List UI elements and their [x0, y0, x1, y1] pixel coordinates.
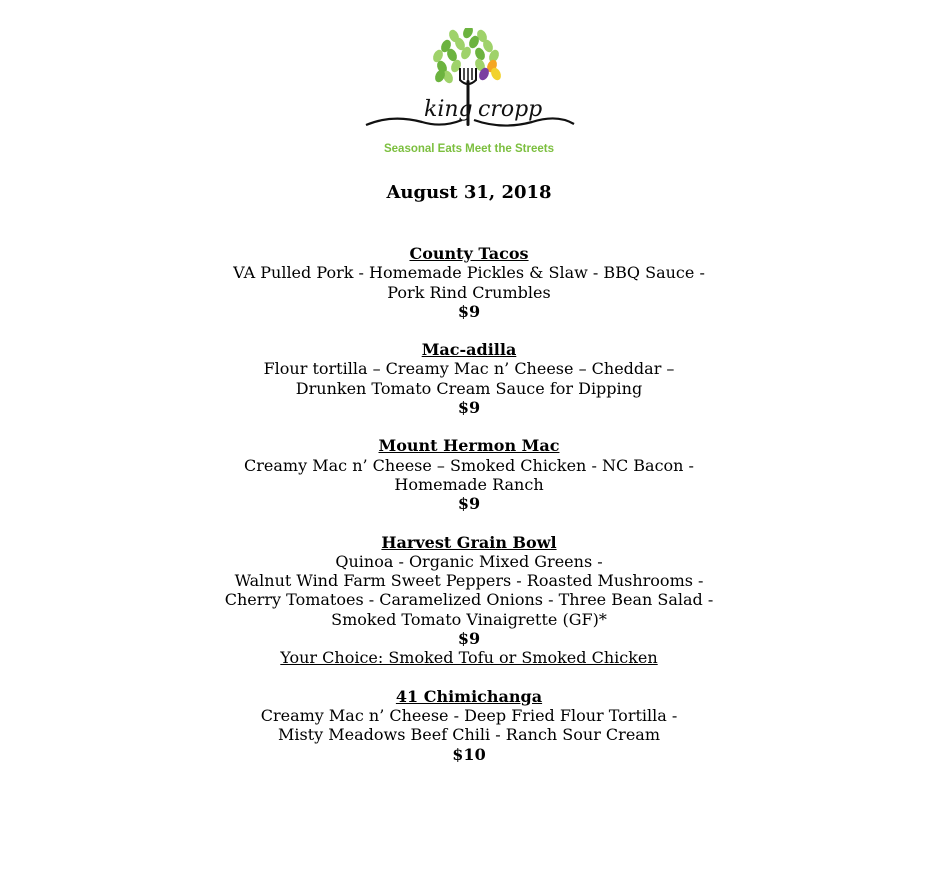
menu-item-name: 41 Chimichanga — [395, 686, 543, 706]
menu-item-description-line: Cherry Tomatoes - Caramelized Onions - Three Bean Salad - — [224, 590, 714, 610]
menu-list — [0, 244, 938, 783]
menu-item-price: $9 — [457, 629, 481, 649]
menu-date: August 31, 2018 — [386, 182, 552, 203]
menu-item — [0, 533, 938, 668]
menu-item-name: County Tacos — [409, 244, 529, 263]
wordmark-right: cropp — [478, 97, 543, 122]
menu-item-price: $9 — [457, 301, 481, 321]
menu-item-price: $9 — [457, 398, 481, 418]
menu-item-price: $10 — [452, 744, 486, 764]
menu-item-description-line: Walnut Wind Farm Sweet Peppers - Roasted Mushrooms - — [234, 571, 704, 591]
menu-item-name: Mount Hermon Mac — [378, 436, 560, 456]
menu-item-description-line: Flour tortilla – Creamy Mac n’ Cheese – Cheddar – — [263, 359, 675, 379]
menu-item-description-line: Homemade Ranch — [394, 474, 544, 494]
menu-item — [0, 436, 938, 513]
menu-item-choice: Your Choice: Smoked Tofu or Smoked Chicken — [280, 648, 658, 668]
menu-item-description-line: Misty Meadows Beef Chili - Ranch Sour Cream — [277, 725, 660, 745]
tagline: Seasonal Eats Meet the Streets — [383, 143, 554, 155]
menu-item-description-line: Creamy Mac n’ Cheese – Smoked Chicken - NC Bacon - — [244, 455, 694, 475]
menu-item-description-line: Creamy Mac n’ Cheese - Deep Fried Flour Tortilla - — [260, 705, 678, 725]
menu-item — [0, 244, 938, 321]
menu-item — [0, 687, 938, 764]
menu-item-description-line: Drunken Tomato Cream Sauce for Dipping — [295, 378, 643, 398]
menu-item-price: $9 — [457, 494, 481, 514]
menu-item-name: Mac-adilla — [421, 340, 517, 360]
wordmark-left: king — [424, 97, 473, 122]
menu-item-description-line: VA Pulled Pork - Homemade Pickles & Slaw - BBQ Sauce - — [233, 263, 705, 283]
menu-item-description-line: Quinoa - Organic Mixed Greens - — [335, 551, 603, 571]
tree-fork-icon — [362, 28, 578, 143]
menu-item-name: Harvest Grain Bowl — [381, 532, 557, 552]
menu-item-description-line: Pork Rind Crumbles — [387, 282, 551, 302]
menu-item — [0, 340, 938, 417]
menu-item-description-line: Smoked Tomato Vinaigrette (GF)* — [331, 609, 607, 629]
